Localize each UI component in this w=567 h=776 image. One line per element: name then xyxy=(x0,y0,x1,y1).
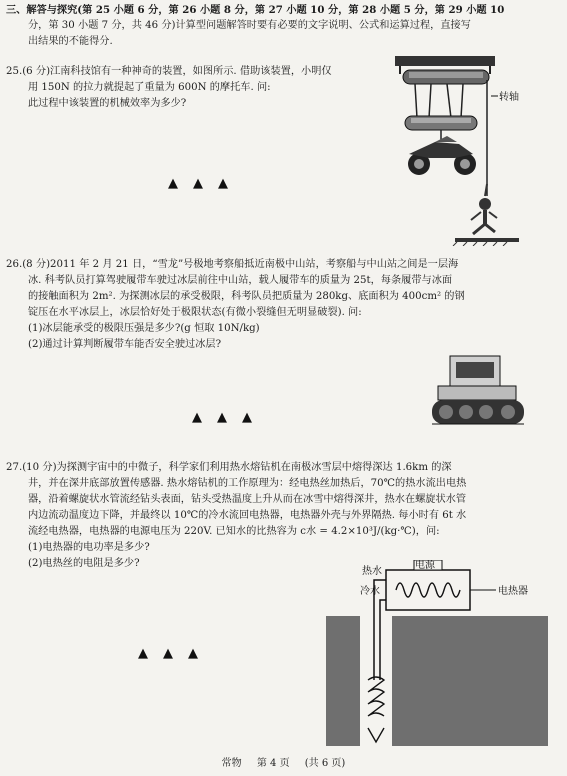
q27-power-label: 电源 xyxy=(415,560,435,571)
q25-answer-space-marker: ▲▲▲ xyxy=(168,176,243,191)
q26-answer-space-marker: ▲▲▲ xyxy=(192,410,267,425)
q27-sub-2: (2)电热丝的电阻是多少? xyxy=(28,558,140,569)
page-footer xyxy=(0,756,567,772)
question-26 xyxy=(6,257,559,353)
question-25 xyxy=(6,64,387,112)
section-3-line-3: 出结果的不能得分. xyxy=(28,36,113,47)
q27-heater-label: 电热器 xyxy=(498,586,528,597)
section-3-instructions xyxy=(6,2,559,50)
q25-axle-label: 转轴 xyxy=(499,92,519,103)
q26-tracked-vehicle-figure xyxy=(428,352,528,432)
q26-sub-1: (1)冰层能承受的极限压强是多少?(g 恒取 10N/kg) xyxy=(28,323,260,334)
footer-subject: 常物 xyxy=(221,758,242,769)
q25-pulley-figure xyxy=(395,56,535,246)
q25-line-1: 25.(6 分)江南科技馆有一种神奇的装置，如图所示. 借助该装置，小明仅 xyxy=(6,66,332,77)
q27-hot-water-drill-figure xyxy=(318,560,558,750)
section-3-line-1: 三、解答与探究(第 25 小题 6 分，第 26 小题 8 分，第 27 小题 10 分，第 28 小题 5 分，第 29 小题 10 xyxy=(6,4,505,16)
q26-line-2: 冰. 科考队员打算驾驶履带车驶过冰层前往中山站，载人履带车的质量为 25t，每条履带与冰面 xyxy=(28,275,453,286)
q26-line-4: 锭压在水平冰层上，冰层恰好处于极限状态(有微小裂缝但无明显破裂). 问: xyxy=(28,307,362,318)
q25-line-3: 此过程中该装置的机械效率为多少? xyxy=(28,98,187,109)
q27-answer-space-marker: ▲▲▲ xyxy=(138,646,213,661)
q26-line-3: 的接触面积为 2m². 为探测冰层的承受极限，科考队员把质量为 280kg、底面积为 400cm² 的钢 xyxy=(28,291,465,302)
q27-sub-1: (1)电热器的电功率是多少? xyxy=(28,542,150,553)
q27-cold-water-label: 冷水 xyxy=(360,586,380,597)
q27-line-1: 27.(10 分)为探测宇宙中的中微子，科学家们利用热水熔钻机在南极冰雪层中熔得深达 1.6km 的深 xyxy=(6,462,452,473)
q26-line-1: 26.(8 分)2011 年 2 月 21 日，“雪龙”号极地考察船抵近南极中山站，考察船与中山站之间是一层海 xyxy=(6,259,459,270)
q27-line-5: 流经电热器，电热器的电源电压为 220V. 已知水的比热容为 c水 = 4.2×10³J/(kg·℃)，问: xyxy=(28,526,440,537)
q25-line-2: 用 150N 的拉力就提起了重量为 600N 的摩托车. 问: xyxy=(28,82,271,93)
q27-line-2: 井，并在深井底部放置传感器. 热水熔钻机的工作原理为：经电热丝加热后，70℃的热水流出电热 xyxy=(28,478,467,489)
question-27 xyxy=(6,460,559,572)
footer-total-pages: (共 6 页) xyxy=(304,758,346,769)
q27-line-4: 内边流动温度边下降，并最终以 10℃的冷水流回电热器，电热器外壳与外界隔热. 每小时有 6t 水 xyxy=(28,510,467,521)
q27-hot-water-label: 热水 xyxy=(362,566,382,577)
section-3-line-2: 分，第 30 小题 7 分，共 46 分)计算型问题解答时要有必要的文字说明、公式和运算过程，直接写 xyxy=(28,20,471,31)
q27-line-3: 器，沿着螺旋状水管流经钻头表面，钻头受热温度上升从而在冰雪中熔得深井，热水在螺旋状水管 xyxy=(28,494,467,505)
q26-sub-2: (2)通过计算判断履带车能否安全驶过冰层? xyxy=(28,339,222,350)
footer-page-number: 第 4 页 xyxy=(256,758,290,769)
